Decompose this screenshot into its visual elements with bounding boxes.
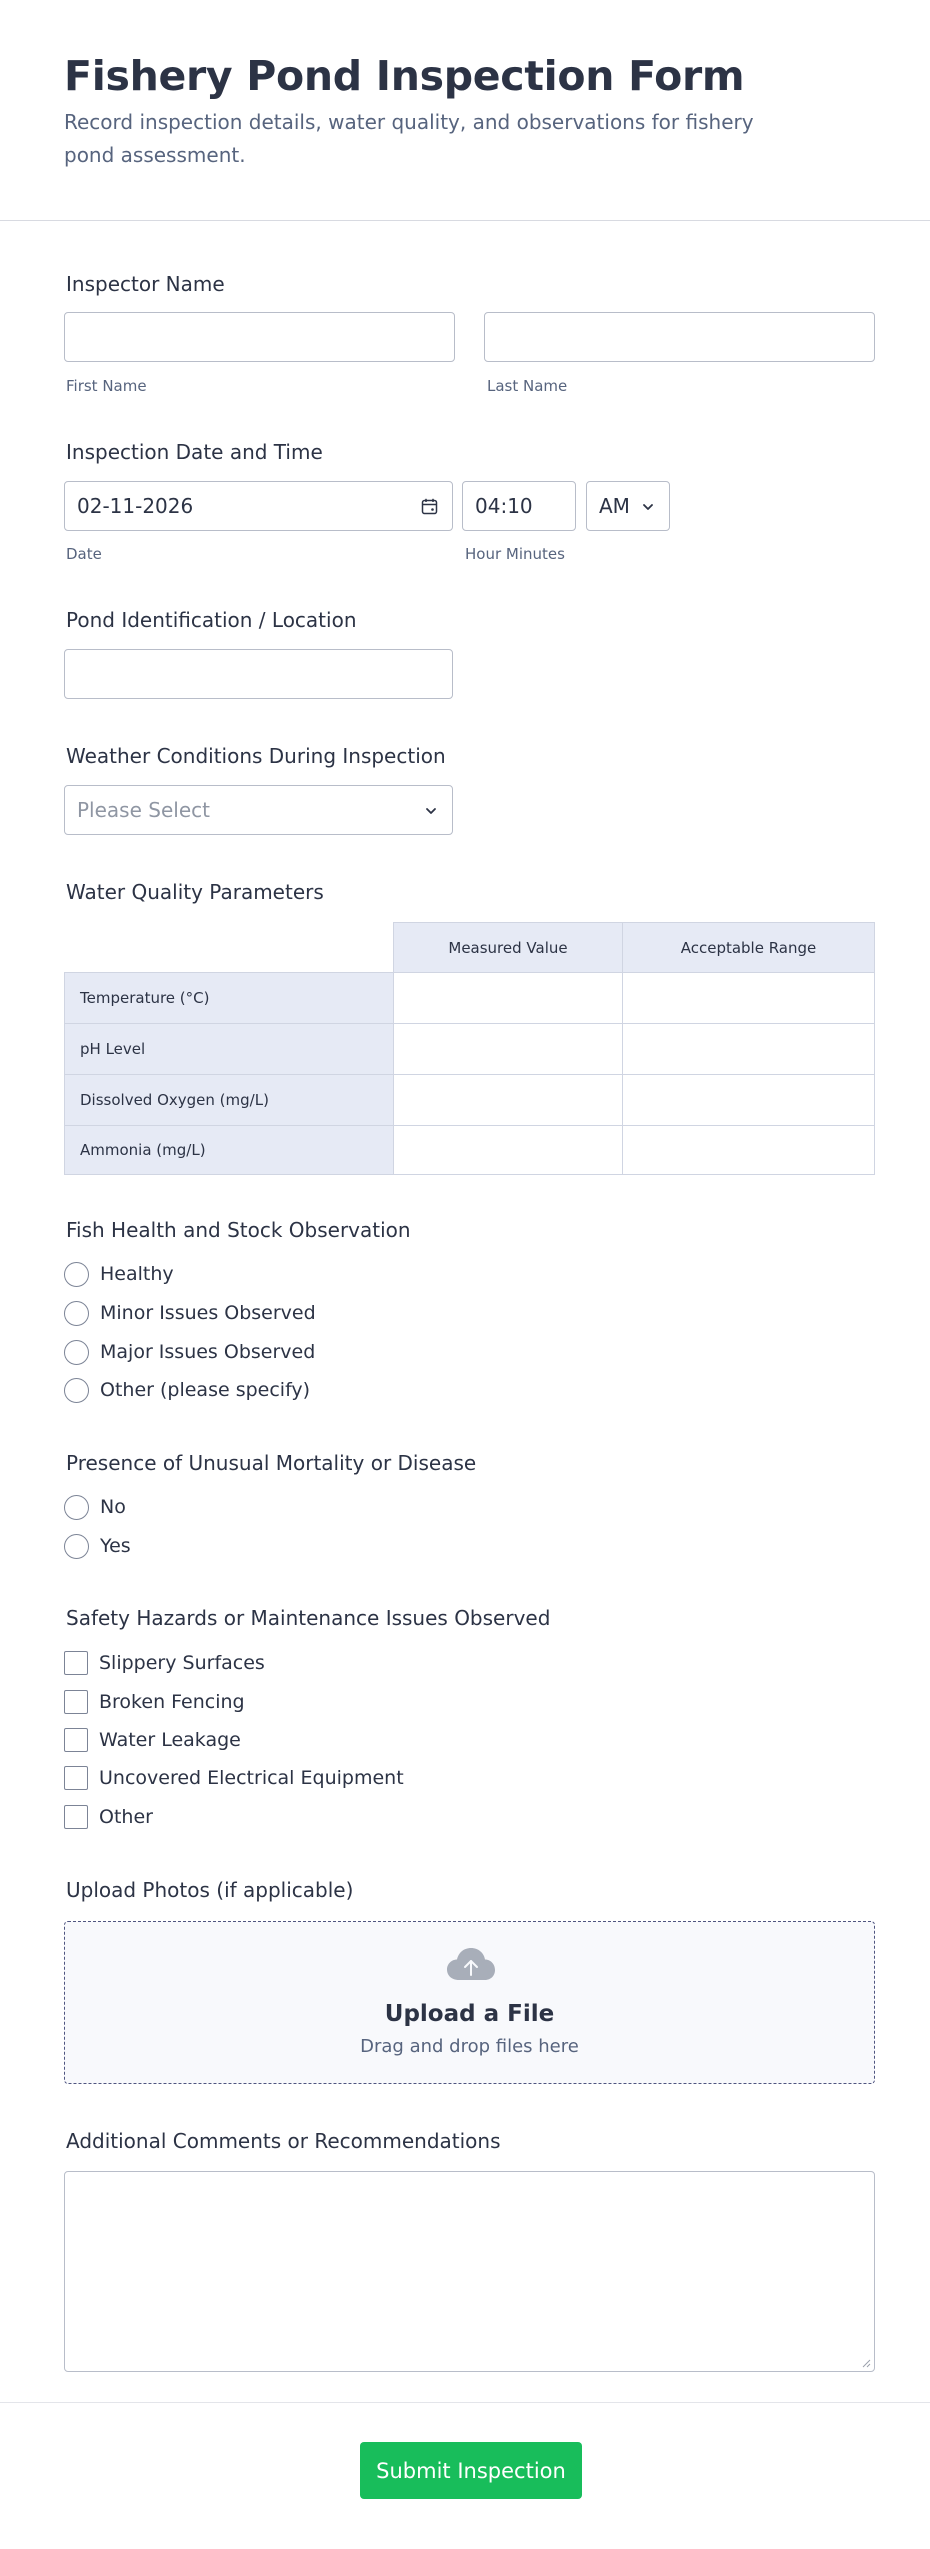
date-value: 02-11-2026 [77,494,194,518]
resize-grip-icon[interactable] [861,2358,871,2368]
radio-option-other[interactable]: Other (please specify) [64,1377,310,1403]
water-quality-label: Water Quality Parameters [66,880,324,904]
submit-button[interactable]: Submit Inspection [360,2442,582,2499]
form-header [0,0,930,221]
radio-option-healthy[interactable]: Healthy [64,1261,174,1287]
mortality-label: Presence of Unusual Mortality or Disease [66,1451,477,1475]
inspection-datetime-label: Inspection Date and Time [66,440,323,464]
upload-label: Upload Photos (if applicable) [66,1878,354,1902]
time-sublabel: Hour Minutes [465,545,565,563]
weather-select[interactable] [64,785,453,835]
checkbox[interactable] [64,1690,88,1714]
hazards-label: Safety Hazards or Maintenance Issues Observed [66,1606,551,1630]
water-quality-table [64,922,875,1175]
file-upload-dropzone[interactable] [64,1921,875,2084]
checkbox[interactable] [64,1766,88,1790]
radio-button[interactable] [64,1534,89,1559]
last-name-sublabel: Last Name [487,377,568,395]
radio-option-minor-issues[interactable]: Minor Issues Observed [64,1300,316,1326]
footer-divider [0,2402,930,2403]
last-name-input[interactable] [484,312,875,362]
radio-button[interactable] [64,1378,89,1403]
ammonia-measured-cell[interactable] [393,1125,623,1175]
page-title: Fishery Pond Inspection Form [64,52,745,100]
inspector-name-label: Inspector Name [66,272,225,296]
radio-button[interactable] [64,1262,89,1287]
comments-label: Additional Comments or Recommendations [66,2129,501,2153]
checkbox-option-slippery-surfaces[interactable]: Slippery Surfaces [64,1650,265,1676]
row-header-temperature: Temperature (°C) [64,972,394,1024]
row-header-dissolved-oxygen: Dissolved Oxygen (mg/L) [64,1074,394,1126]
radio-button[interactable] [64,1495,89,1520]
temperature-range-cell[interactable] [622,972,875,1024]
chevron-down-icon [641,500,655,514]
column-header-acceptable-range: Acceptable Range [622,922,875,973]
column-header-measured-value: Measured Value [393,922,623,973]
radio-option-yes[interactable]: Yes [64,1533,131,1559]
temperature-measured-cell[interactable] [393,972,623,1024]
ph-range-cell[interactable] [622,1023,875,1075]
page-subtitle: Record inspection details, water quality, and observations for fishery pond assessment. [64,110,754,167]
checkbox-option-other[interactable]: Other [64,1804,153,1830]
weather-placeholder: Please Select [77,798,210,822]
ampm-value: AM [599,494,630,518]
ph-measured-cell[interactable] [393,1023,623,1075]
upload-subtitle: Drag and drop files here [360,2036,579,2057]
ampm-select[interactable] [586,481,670,531]
checkbox[interactable] [64,1651,88,1675]
radio-button[interactable] [64,1340,89,1365]
first-name-sublabel: First Name [66,377,147,395]
chevron-down-icon [424,804,438,818]
row-header-ammonia: Ammonia (mg/L) [64,1125,394,1175]
cloud-upload-icon [445,1946,497,1984]
fish-health-label: Fish Health and Stock Observation [66,1218,411,1242]
upload-title: Upload a File [384,2001,555,2027]
row-header-ph-level: pH Level [64,1023,394,1075]
pond-location-label: Pond Identification / Location [66,608,357,632]
radio-button[interactable] [64,1301,89,1326]
radio-option-major-issues[interactable]: Major Issues Observed [64,1339,315,1365]
ammonia-range-cell[interactable] [622,1125,875,1175]
weather-label: Weather Conditions During Inspection [66,744,446,768]
checkbox[interactable] [64,1728,88,1752]
time-value: 04:10 [475,494,533,518]
checkbox-option-broken-fencing[interactable]: Broken Fencing [64,1689,245,1715]
checkbox[interactable] [64,1805,88,1829]
date-sublabel: Date [66,545,102,563]
comments-textarea[interactable] [64,2171,875,2372]
date-input[interactable] [64,481,453,531]
oxygen-range-cell[interactable] [622,1074,875,1126]
pond-location-input[interactable] [64,649,453,699]
radio-option-no[interactable]: No [64,1494,126,1520]
checkbox-option-water-leakage[interactable]: Water Leakage [64,1727,241,1753]
checkbox-option-uncovered-electrical[interactable]: Uncovered Electrical Equipment [64,1765,404,1791]
calendar-icon[interactable] [421,498,438,515]
oxygen-measured-cell[interactable] [393,1074,623,1126]
time-input[interactable] [462,481,576,531]
first-name-input[interactable] [64,312,455,362]
